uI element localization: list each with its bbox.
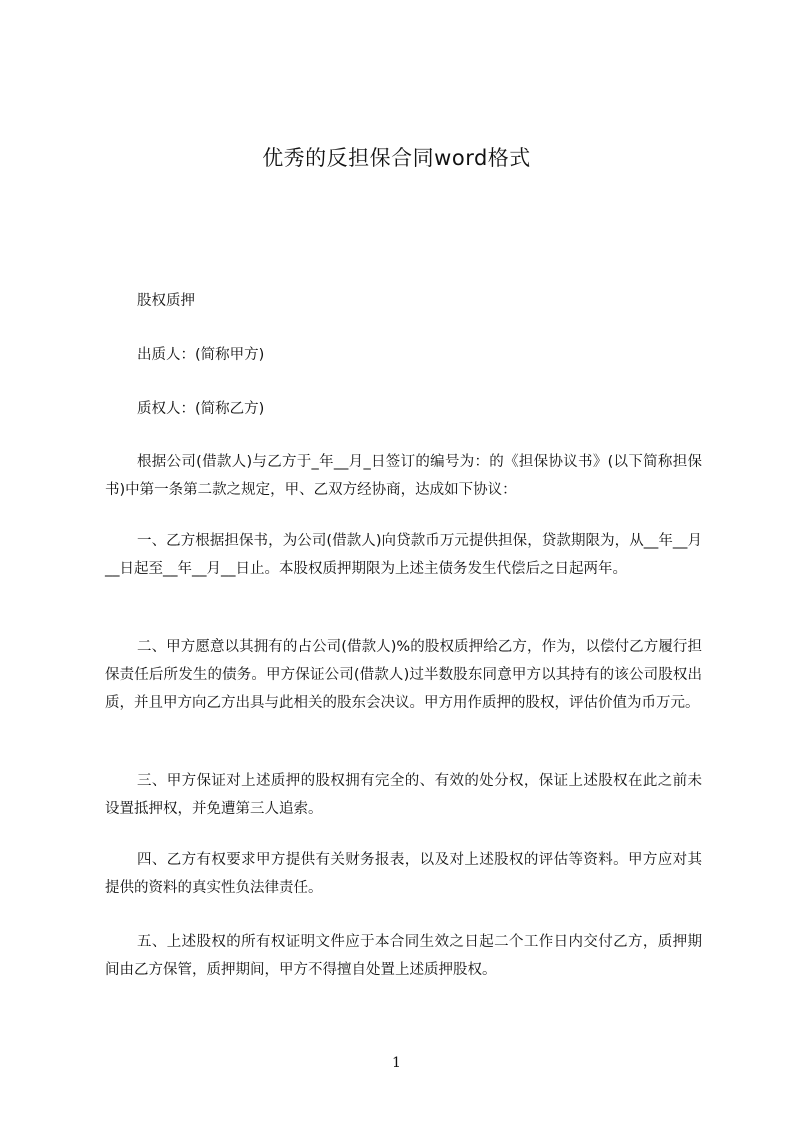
pledgee-line: 质权人：(简称乙方) [137, 401, 265, 417]
clause-5-paragraph: 五、上述股权的所有权证明文件应于本合同生效之日起二个工作日内交付乙方，质押期间由乙方保管，质押期间，甲方不得擅自处置上述质押股权。 [105, 934, 702, 978]
document-title: 优秀的反担保合同word格式 [262, 146, 531, 170]
clause-2-paragraph: 二、甲方愿意以其拥有的占公司(借款人)%的股权质押给乙方，作为，以偿付乙方履行担保责任后所发生的债务。甲方保证公司(借款人)过半数股东同意甲方以其持有的该公司股权出质，并且甲方向乙方出具与此相关的股东会决议。甲方用作质押的股权，评估价值为币万元。 [105, 639, 702, 711]
section-heading: 股权质押 [137, 293, 195, 309]
pledgor-line: 出质人：(简称甲方) [137, 347, 265, 363]
page-number: 1 [392, 1055, 401, 1071]
clause-1-paragraph: 一、乙方根据担保书，为公司(借款人)向贷款币万元提供担保，贷款期限为，从__年__月__日起至__年__月__日止。本股权质押期限为上述主债务发生代偿后之日起两年。 [105, 533, 702, 577]
preamble-paragraph: 根据公司(借款人)与乙方于_年__月_日签订的编号为：的《担保协议书》(以下简称担保书)中第一条第二款之规定，甲、乙双方经协商，达成如下协议： [105, 454, 702, 498]
clause-3-paragraph: 三、甲方保证对上述质押的股权拥有完全的、有效的处分权，保证上述股权在此之前未设置抵押权，并免遭第三人追索。 [105, 773, 702, 817]
clause-4-paragraph: 四、乙方有权要求甲方提供有关财务报表，以及对上述股权的评估等资料。甲方应对其提供的资料的真实性负法律责任。 [105, 852, 702, 896]
